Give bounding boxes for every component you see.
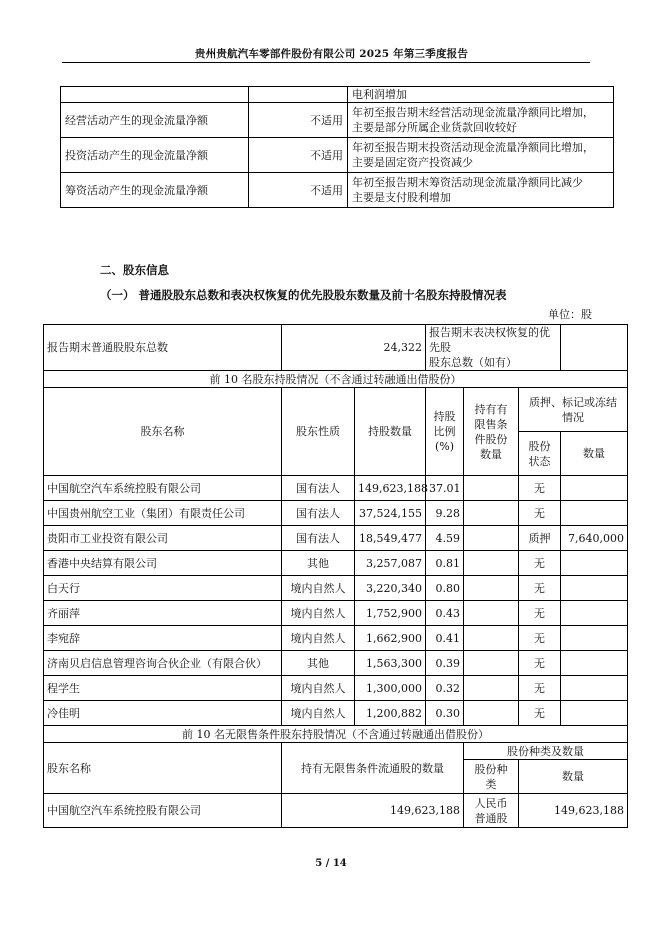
table-row bbox=[44, 626, 628, 651]
holder-nature: 其他 bbox=[282, 651, 355, 676]
holder-name: 中国航空汽车系统控股有限公司 bbox=[44, 476, 282, 501]
holder-restricted bbox=[464, 576, 519, 601]
cashflow-reason: 年初至报告期末投资活动现金流量净额同比增加， 主要是固定资产投资减少 bbox=[348, 138, 614, 173]
holder-ratio: 0.30 bbox=[426, 701, 464, 726]
holder-status: 无 bbox=[519, 551, 561, 576]
holder-status: 无 bbox=[519, 476, 561, 501]
cashflow-ratio: 不适用 bbox=[249, 138, 348, 173]
holder-name: 李宛辞 bbox=[44, 626, 282, 651]
holder-nature: 国有法人 bbox=[282, 476, 355, 501]
total-holders-value: 24,322 bbox=[282, 325, 426, 371]
holder-status: 无 bbox=[519, 626, 561, 651]
u-col-header-name: 股东名称 bbox=[44, 743, 282, 794]
holder-ratio: 0.41 bbox=[426, 626, 464, 651]
col-header-status: 股份 状态 bbox=[519, 432, 561, 476]
holder-nature: 境内自然人 bbox=[282, 676, 355, 701]
holder-ratio: 4.59 bbox=[426, 526, 464, 551]
u-holder-name: 中国航空汽车系统控股有限公司 bbox=[44, 794, 282, 828]
holder-restricted bbox=[464, 551, 519, 576]
holder-pledge-qty bbox=[561, 501, 628, 526]
table-row bbox=[61, 173, 614, 208]
u-holder-type-qty: 149,623,188 bbox=[519, 794, 628, 828]
cashflow-reason: 年初至报告期末经营活动现金流量净额同比增加， 主要是部分所属企业货款回收较好 bbox=[348, 103, 614, 138]
holder-name: 冷佳明 bbox=[44, 701, 282, 726]
holder-nature: 境内自然人 bbox=[282, 576, 355, 601]
holder-name: 白天行 bbox=[44, 576, 282, 601]
holder-pledge-qty bbox=[561, 701, 628, 726]
table-row bbox=[44, 651, 628, 676]
holder-status: 无 bbox=[519, 601, 561, 626]
holder-status: 质押 bbox=[519, 526, 561, 551]
holder-ratio: 0.81 bbox=[426, 551, 464, 576]
holder-qty: 37,524,155 bbox=[355, 501, 426, 526]
holder-name: 香港中央结算有限公司 bbox=[44, 551, 282, 576]
cashflow-reason: 年初至报告期末筹资活动现金流量净额同比减少 主要是支付股利增加 bbox=[348, 173, 614, 208]
holder-restricted bbox=[464, 701, 519, 726]
col-header-name: 股东名称 bbox=[44, 388, 282, 476]
table-row bbox=[44, 576, 628, 601]
holder-pledge-qty bbox=[561, 601, 628, 626]
cashflow-item: 投资活动产生的现金流量净额 bbox=[61, 138, 249, 173]
preferred-holders-value bbox=[561, 325, 628, 371]
holder-qty: 1,300,000 bbox=[355, 676, 426, 701]
holder-pledge-qty: 7,640,000 bbox=[561, 526, 628, 551]
holder-qty: 1,752,900 bbox=[355, 601, 426, 626]
table-row bbox=[44, 676, 628, 701]
holder-qty: 3,220,340 bbox=[355, 576, 426, 601]
table-row bbox=[44, 551, 628, 576]
holder-nature: 其他 bbox=[282, 551, 355, 576]
page-header: 贵州贵航汽车零部件股份有限公司 2025 年第三季度报告 bbox=[194, 48, 469, 60]
table-row bbox=[44, 371, 628, 388]
holder-qty: 18,549,477 bbox=[355, 526, 426, 551]
holder-name: 齐丽萍 bbox=[44, 601, 282, 626]
table-row bbox=[44, 526, 628, 551]
cashflow-continuation: 电利润增加 bbox=[348, 87, 614, 103]
holder-qty: 3,257,087 bbox=[355, 551, 426, 576]
holder-qty: 1,200,882 bbox=[355, 701, 426, 726]
top10-title: 前 10 名股东持股情况（不含通过转融通出借股份） bbox=[44, 371, 628, 388]
holder-status: 无 bbox=[519, 576, 561, 601]
col-header-ratio: 持股 比例 (%) bbox=[426, 388, 464, 476]
holder-nature: 国有法人 bbox=[282, 526, 355, 551]
holder-status: 无 bbox=[519, 676, 561, 701]
table-row bbox=[44, 701, 628, 726]
col-header-pledge: 质押、标记或冻结 情况 bbox=[519, 388, 628, 432]
u-col-header-type-qty: 数量 bbox=[519, 760, 628, 794]
holder-pledge-qty bbox=[561, 626, 628, 651]
holder-restricted bbox=[464, 526, 519, 551]
cashflow-item: 经营活动产生的现金流量净额 bbox=[61, 103, 249, 138]
holder-nature: 国有法人 bbox=[282, 501, 355, 526]
table-row bbox=[44, 601, 628, 626]
holder-qty: 149,623,188 bbox=[355, 476, 426, 501]
holder-qty: 1,662,900 bbox=[355, 626, 426, 651]
holder-nature: 境内自然人 bbox=[282, 701, 355, 726]
table-row bbox=[44, 476, 628, 501]
table-row bbox=[44, 325, 628, 371]
holder-ratio: 37.01 bbox=[426, 476, 464, 501]
table-row bbox=[44, 726, 628, 743]
col-header-qty: 持股数量 bbox=[355, 388, 426, 476]
holder-restricted bbox=[464, 501, 519, 526]
table-row bbox=[61, 138, 614, 173]
u-col-header-kind: 股份种类及数量 bbox=[464, 743, 628, 760]
preferred-holders-label: 报告期末表决权恢复的优先股 股东总数（如有） bbox=[426, 325, 561, 371]
holder-pledge-qty bbox=[561, 576, 628, 601]
u-col-header-qty: 持有无限售条件流通股的数量 bbox=[282, 743, 464, 794]
col-header-restricted: 持有有 限售条 件股份 数量 bbox=[464, 388, 519, 476]
cashflow-table bbox=[60, 86, 614, 208]
holder-ratio: 0.43 bbox=[426, 601, 464, 626]
holder-status: 无 bbox=[519, 701, 561, 726]
table-row bbox=[44, 501, 628, 526]
holder-name: 贵阳市工业投资有限公司 bbox=[44, 526, 282, 551]
section-title: 二、股东信息 bbox=[100, 263, 169, 277]
holder-nature: 境内自然人 bbox=[282, 601, 355, 626]
holder-nature: 境内自然人 bbox=[282, 626, 355, 651]
holder-ratio: 9.28 bbox=[426, 501, 464, 526]
col-header-pledge-qty: 数量 bbox=[561, 432, 628, 476]
holder-pledge-qty bbox=[561, 651, 628, 676]
table-header-row bbox=[44, 743, 628, 760]
u-holder-type: 人民币 普通股 bbox=[464, 794, 519, 828]
holder-ratio: 0.32 bbox=[426, 676, 464, 701]
holder-name: 中国贵州航空工业（集团）有限责任公司 bbox=[44, 501, 282, 526]
holder-restricted bbox=[464, 651, 519, 676]
total-holders-label: 报告期末普通股股东总数 bbox=[44, 325, 282, 371]
u-col-header-type: 股份种 类 bbox=[464, 760, 519, 794]
holder-ratio: 0.80 bbox=[426, 576, 464, 601]
holder-ratio: 0.39 bbox=[426, 651, 464, 676]
holder-restricted bbox=[464, 676, 519, 701]
header-divider bbox=[62, 62, 590, 63]
u-holder-qty: 149,623,188 bbox=[282, 794, 464, 828]
holder-restricted bbox=[464, 601, 519, 626]
holder-pledge-qty bbox=[561, 676, 628, 701]
table-header-row bbox=[44, 388, 628, 432]
col-header-nature: 股东性质 bbox=[282, 388, 355, 476]
cashflow-item: 筹资活动产生的现金流量净额 bbox=[61, 173, 249, 208]
table-row bbox=[44, 794, 628, 828]
cashflow-ratio: 不适用 bbox=[249, 103, 348, 138]
table-row bbox=[61, 103, 614, 138]
holder-pledge-qty bbox=[561, 551, 628, 576]
holder-name: 程学生 bbox=[44, 676, 282, 701]
table-row bbox=[61, 87, 614, 103]
holder-pledge-qty bbox=[561, 476, 628, 501]
section-subtitle: （一） 普通股股东总数和表决权恢复的优先股股东数量及前十名股东持股情况表 bbox=[100, 288, 507, 302]
cashflow-ratio: 不适用 bbox=[249, 173, 348, 208]
holder-qty: 1,563,300 bbox=[355, 651, 426, 676]
holder-status: 无 bbox=[519, 501, 561, 526]
holder-name: 济南贝启信息管理咨询合伙企业（有限合伙） bbox=[44, 651, 282, 676]
holder-restricted bbox=[464, 476, 519, 501]
page-number: 5 / 14 bbox=[315, 858, 347, 869]
unrestricted-title: 前 10 名无限售条件股东持股情况（不含通过转融通出借股份） bbox=[44, 726, 628, 743]
holder-status: 无 bbox=[519, 651, 561, 676]
unit-label: 单位：股 bbox=[548, 308, 592, 321]
holder-restricted bbox=[464, 626, 519, 651]
shareholder-table bbox=[43, 324, 628, 828]
